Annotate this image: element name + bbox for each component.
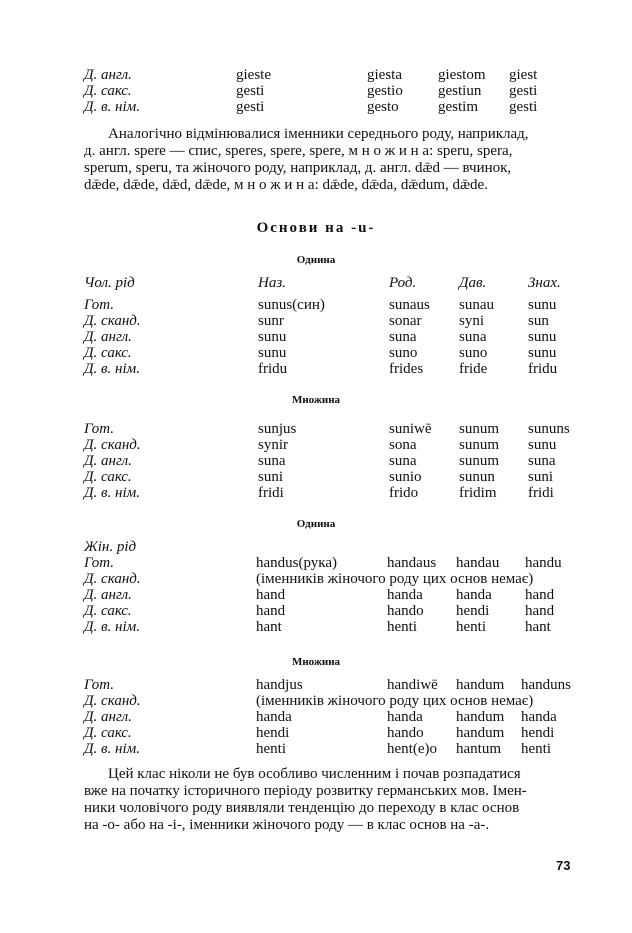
word-form: frido	[389, 485, 419, 501]
word-form: handum	[456, 725, 505, 741]
word-form: suna	[389, 453, 417, 469]
word-form: suno	[389, 345, 418, 361]
word-form: handuns	[521, 677, 571, 693]
word-form: frides	[389, 361, 424, 377]
word-form: sunu	[528, 297, 557, 313]
subheading-singular: Однина	[296, 518, 336, 530]
word-form: handiwē	[387, 677, 438, 693]
word-form: hand	[525, 603, 555, 619]
word-form: henti	[256, 741, 286, 757]
word-form: hand	[256, 587, 286, 603]
word-form: sun	[528, 313, 549, 329]
subheading-plural: Множина	[291, 394, 341, 406]
word-form: sunu	[258, 329, 287, 345]
word-form: gieste	[236, 67, 271, 83]
paragraph-line: dǣde, dǣde, dǣd, dǣde, м н о ж и н а: dǣde, dǣda, dǣdum, dǣde.	[84, 177, 488, 193]
dialect-label: Д. сканд.	[84, 693, 141, 709]
word-form: sunaus	[389, 297, 430, 313]
dialect-label: Д. англ.	[84, 709, 132, 725]
word-form: sunio	[389, 469, 422, 485]
word-form: fridu	[258, 361, 288, 377]
word-form: sunu	[258, 345, 287, 361]
section-title: Основи на -u-	[256, 220, 376, 236]
word-form: suna	[459, 329, 487, 345]
case-header-row	[0, 274, 632, 292]
word-form: sunum	[459, 437, 500, 453]
word-form: gesti	[236, 99, 265, 115]
word-form: synir	[258, 437, 288, 453]
word-form: handa	[521, 709, 557, 725]
word-form: sunum	[459, 421, 500, 437]
dialect-label: Д. в. нім.	[84, 485, 140, 501]
word-form: handum	[456, 709, 505, 725]
word-form: sunau	[459, 297, 494, 313]
word-form: sunr	[258, 313, 284, 329]
word-form: sunum	[459, 453, 500, 469]
word-form: hantum	[456, 741, 501, 757]
dialect-label: Д. сакс.	[84, 725, 132, 741]
dialect-label: Д. сакс.	[84, 469, 132, 485]
word-form: hand	[256, 603, 286, 619]
word-form: sona	[389, 437, 417, 453]
word-form: handum	[456, 677, 505, 693]
paragraph-analogous-declension	[84, 126, 584, 194]
word-form: fridu	[528, 361, 558, 377]
word-form: handus(рука)	[256, 555, 338, 571]
word-form: handa	[387, 587, 423, 603]
word-form: gestiun	[438, 83, 482, 99]
dialect-label: Д. сакс.	[84, 345, 132, 361]
word-form: hendi	[456, 603, 490, 619]
word-form: suni	[258, 469, 284, 485]
dialect-label: Д. англ.	[84, 329, 132, 345]
no-forms-note: (іменників жіночого роду цих основ немає)	[256, 571, 534, 587]
dialect-label: Д. англ.	[84, 453, 132, 469]
dialect-label: Д. сакс.	[84, 83, 132, 99]
word-form: giest	[509, 67, 538, 83]
paragraph-line: sperum, speru, та жіночого роду, наприклад, д. англ. dǣd — вчинок,	[84, 160, 512, 176]
case-header: Знах.	[528, 275, 561, 291]
word-form: sunus(син)	[258, 297, 325, 313]
dialect-label: Гот.	[84, 555, 115, 571]
dialect-label: Д. в. нім.	[84, 361, 140, 377]
word-form: fridi	[528, 485, 554, 501]
paragraph-line: Цей клас ніколи не був особливо численним і почав розпадатися	[108, 766, 521, 782]
word-form: henti	[387, 619, 417, 635]
word-form: syni	[459, 313, 485, 329]
word-form: sunjus	[258, 421, 297, 437]
word-form: giestom	[438, 67, 486, 83]
table-row	[0, 740, 632, 758]
table-row	[0, 484, 632, 502]
word-form: sunun	[459, 469, 495, 485]
word-form: gestio	[367, 83, 403, 99]
word-form: hendi	[256, 725, 290, 741]
word-form: sunu	[528, 329, 557, 345]
subheading-singular: Однина	[296, 254, 336, 266]
case-header: Наз.	[258, 275, 286, 291]
word-form: hant	[525, 619, 551, 635]
table-row	[0, 360, 632, 378]
paragraph-line: д. англ. spere — спис, speres, spere, spere, м н о ж и н а: speru, spera,	[84, 143, 513, 159]
word-form: hendi	[521, 725, 555, 741]
subheading-plural: Множина	[291, 656, 341, 668]
dialect-label: Гот.	[84, 297, 115, 313]
dialect-label: Гот.	[84, 421, 115, 437]
word-form: hent(e)o	[387, 741, 437, 757]
paragraph-line: на -о- або на -і-, іменники жіночого роду — в клас основ на -а-.	[84, 817, 490, 833]
word-form: handa	[387, 709, 423, 725]
word-form: gesto	[367, 99, 399, 115]
dialect-label: Д. в. нім.	[84, 741, 140, 757]
no-forms-note: (іменників жіночого роду цих основ немає)	[256, 693, 534, 709]
word-form: sununs	[528, 421, 570, 437]
paragraph-line: вже на початку історичного періоду розвитку германських мов. Імен-	[84, 783, 527, 799]
word-form: suna	[528, 453, 556, 469]
dialect-label: Д. англ.	[84, 587, 132, 603]
word-form: handu	[525, 555, 562, 571]
word-form: sonar	[389, 313, 422, 329]
dialect-label: Д. сканд.	[84, 437, 141, 453]
case-header: Род.	[389, 275, 417, 291]
word-form: handaus	[387, 555, 437, 571]
dialect-label: Гот.	[84, 677, 115, 693]
word-form: gestim	[438, 99, 478, 115]
word-form: suno	[459, 345, 488, 361]
word-form: sunu	[528, 345, 557, 361]
gender-label: Чол. рід	[84, 275, 135, 291]
word-form: sunu	[528, 437, 557, 453]
word-form: handau	[456, 555, 500, 571]
word-form: handjus	[256, 677, 303, 693]
word-form: hant	[256, 619, 282, 635]
word-form: gesti	[509, 99, 538, 115]
dialect-label: Д. сканд.	[84, 313, 141, 329]
word-form: suna	[258, 453, 286, 469]
table-row	[0, 618, 632, 636]
word-form: handa	[456, 587, 492, 603]
table-row	[0, 98, 632, 116]
word-form: gesti	[236, 83, 265, 99]
word-form: hando	[387, 725, 424, 741]
word-form: fridi	[258, 485, 284, 501]
word-form: giesta	[367, 67, 402, 83]
word-form: gesti	[509, 83, 538, 99]
word-form: hand	[525, 587, 555, 603]
page-number: 73	[556, 858, 571, 873]
dialect-label: Д. англ.	[84, 67, 132, 83]
dialect-label: Д. в. нім.	[84, 99, 140, 115]
case-header: Дав.	[459, 275, 487, 291]
paragraph-line: Аналогічно відмінювалися іменники середнього роду, наприклад,	[108, 126, 529, 142]
word-form: fride	[459, 361, 488, 377]
paragraph-class-decline	[84, 766, 584, 834]
word-form: handa	[256, 709, 292, 725]
gender-label: Жін. рід	[84, 539, 137, 555]
word-form: henti	[521, 741, 551, 757]
dialect-label: Д. в. нім.	[84, 619, 140, 635]
word-form: suni	[528, 469, 554, 485]
word-form: henti	[456, 619, 486, 635]
word-form: fridim	[459, 485, 497, 501]
paragraph-line: ники чоловічого роду виявляли тенденцію до переходу в клас основ	[84, 800, 520, 816]
dialect-label: Д. сканд.	[84, 571, 141, 587]
word-form: suna	[389, 329, 417, 345]
word-form: suniwē	[389, 421, 432, 437]
dialect-label: Д. сакс.	[84, 603, 132, 619]
word-form: hando	[387, 603, 424, 619]
